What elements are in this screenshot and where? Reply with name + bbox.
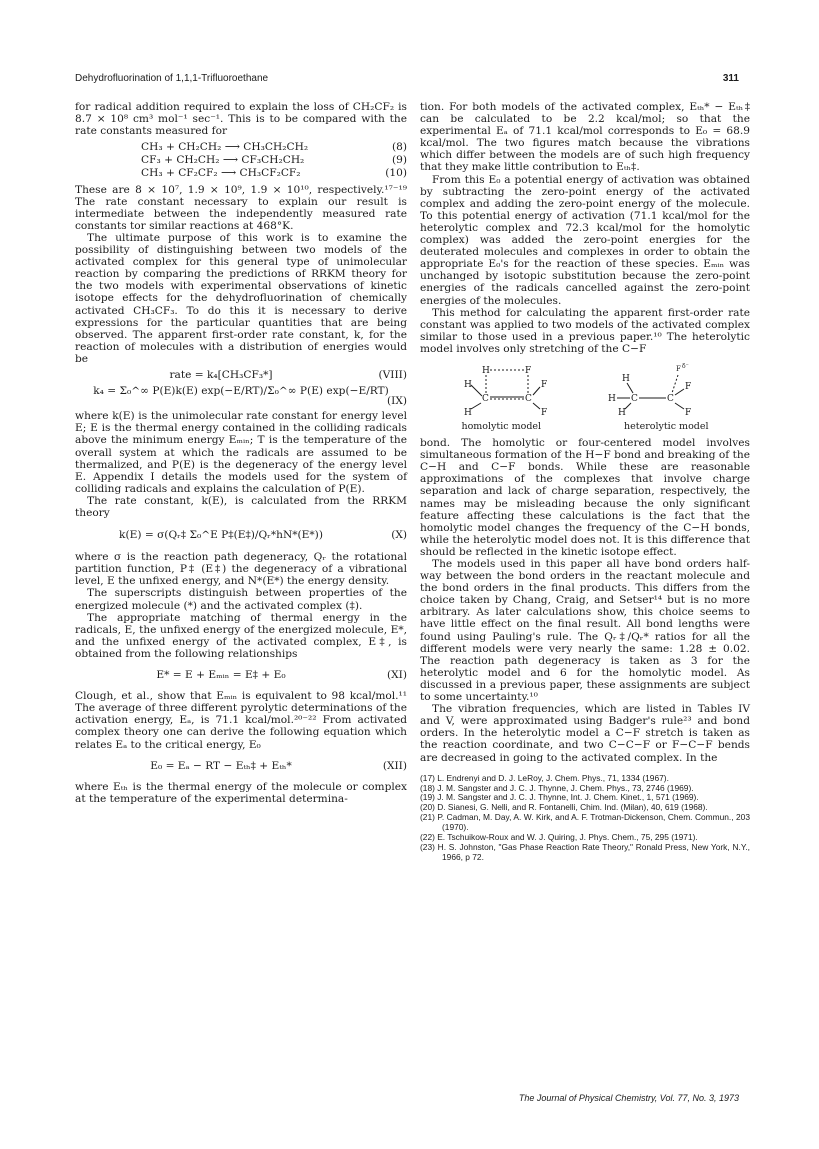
svg-text:H: H bbox=[618, 407, 626, 418]
equation-ix: k₄ = Σ₀^∞ P(E)k(E) exp(−E/RT)/Σ₀^∞ P(E) exp(−E/RT) bbox=[93, 385, 389, 398]
equation-xii: E₀ = Eₐ − RT − Eₜₕ‡ + Eₜₕ* (XII) bbox=[150, 759, 407, 772]
reference-item: (20) D. Sianesi, G. Nelli, and R. Fontanelli, Chim. Ind. (Milan), 40, 619 (1968). bbox=[420, 802, 708, 813]
svg-text:F: F bbox=[541, 379, 548, 390]
svg-text:H: H bbox=[464, 407, 472, 418]
svg-text:C: C bbox=[525, 393, 532, 404]
paragraph: bond. The homolytic or four-centered model involves simultaneous formation of the H−F bond and breaking of the C−H and C−F bonds. While these are reasonable approximations of the complexes that involve charge separation and lack of charge separation, respectively, the names may be misleading because the only significant feature affecting these calculations is the fact that the homolytic model changes the frequency of the C−H bonds, while the heterolytic model does not. It is this difference that should be reflected in the kinetic isotope effect. bbox=[420, 437, 750, 558]
svg-text:H: H bbox=[482, 365, 490, 376]
svg-text:F: F bbox=[676, 364, 681, 373]
paragraph: where k(E) is the unimolecular rate constant for energy level E; E is the thermal energy contained in the colliding radicals above the minimum energy Eₘᵢₙ; T is the temperature of the overall system at which the radicals are assumed to be thermalized, and P(E) is the degeneracy of the energy level E. Appendix I details the models used for the system of colliding radicals and explains the calculation of P(E). bbox=[75, 410, 407, 495]
svg-text:F: F bbox=[541, 407, 548, 418]
model-structures-figure bbox=[420, 363, 750, 419]
reference-item: (23) H. S. Johnston, "Gas Phase Reaction Rate Theory," Ronald Press, New York, N.Y., 1966, p 72. bbox=[420, 841, 750, 862]
equation-xi: E* = E + Eₘᵢₙ = E‡ + E₀ (XI) bbox=[156, 669, 407, 682]
svg-text:H: H bbox=[608, 393, 616, 404]
model-captions bbox=[420, 421, 750, 433]
heterolytic-caption: heterolytic model bbox=[624, 420, 709, 432]
right-column bbox=[420, 101, 750, 863]
paragraph: The rate constant, k(E), is calculated from the RRKM theory bbox=[75, 494, 407, 519]
svg-text:F: F bbox=[525, 365, 532, 376]
reference-list bbox=[420, 774, 750, 863]
page-number: 311 bbox=[722, 73, 739, 84]
reference-item: (17) L. Endrenyi and D. J. LeRoy, J. Chem. Phys., 71, 1334 (1967). bbox=[420, 772, 669, 783]
homolytic-caption: homolytic model bbox=[461, 420, 542, 432]
paragraph: The models used in this paper all have bond orders half-way between the bond orders in the reactant molecule and the bond orders in the final products. This differs from the choice taken by Chang, Craig, and Setser¹⁴ but is no more arbitrary. As later calculations show, this choice seems to have little effect on the final result. All bond lengths were found using Pauling's rule. The Qᵣ‡/Qᵣ* ratios for all the different models were very nearly the same: 1.28 ± 0.02. The reaction path degeneracy is taken as 3 for the heterolytic model and 6 for the homolytic model. As discussed in a previous paper, these assignments are subject to some uncertainty.¹⁰ bbox=[420, 558, 750, 704]
paragraph: The superscripts distinguish between properties of the energized molecule (*) and the activated complex (‡). bbox=[75, 587, 407, 612]
equation-x: k(E) = σ(Qᵣ‡ Σ₀^E P‡(E‡)/Qᵣ*hN*(E*)) (X) bbox=[119, 529, 407, 542]
paragraph: These are 8 × 10⁷, 1.9 × 10⁹, 1.9 × 10¹⁰, respectively.¹⁷⁻¹⁹ The rate constant necessary to explain our result is intermediate between the independently measured rate constants tor similar reactions at 468°K. bbox=[75, 183, 407, 232]
journal-footer: The Journal of Physical Chemistry, Vol. 77, No. 3, 1973 bbox=[518, 1093, 739, 1103]
activated-complex-models bbox=[420, 363, 750, 419]
reference-item: (22) E. Tschuikow-Roux and W. J. Quiring, J. Phys. Chem., 75, 295 (1971). bbox=[420, 832, 698, 843]
paragraph: tion. For both models of the activated complex, Eₜₕ* − Eₜₕ‡ can be calculated to be 2.2 kcal/mol; so that the experimental Eₐ of 71.1 kcal/mol corresponds to E₀ = 68.9 kcal/mol. The two figures match because the vibrations which differ between the models are of such high frequency that they make little contribution to Eₜₕ‡. bbox=[420, 101, 750, 174]
svg-text:H: H bbox=[622, 373, 630, 384]
svg-text:F: F bbox=[685, 381, 692, 392]
svg-text:C: C bbox=[631, 393, 638, 404]
svg-text:H: H bbox=[464, 379, 472, 390]
paragraph: This method for calculating the apparent first-order rate constant was applied to two models of the activated complex similar to those used in a previous paper.¹⁰ The heterolytic model involves only stretching of the C−F bbox=[420, 306, 750, 355]
paragraph: The ultimate purpose of this work is to examine the possibility of distinguishing between two models of the activated complex for this general type of unimolecular reaction by comparing the predictions of RRKM theory for the two models with experimental observations of kinetic isotope effects for the dehydrofluorination of chemically activated CH₃CF₃. To do this it is necessary to derive expressions for the particular quantities that are being observed. The apparent first-order rate constant, k, for the reaction of molecules with a distribution of energies would be bbox=[75, 231, 407, 365]
svg-text:F: F bbox=[685, 407, 692, 418]
paragraph: for radical addition required to explain the loss of CH₂CF₂ is 8.7 × 10⁸ cm³ mol⁻¹ sec⁻¹. This is to be compared with the rate constants measured for bbox=[75, 101, 407, 138]
paragraph: The appropriate matching of thermal energy in the radicals, E, the unfixed energy of the energized molecule, E*, and the unfixed energy of the activated complex, E‡, is obtained from the following relationships bbox=[75, 611, 407, 660]
paragraph: where σ is the reaction path degeneracy, Qᵣ the rotational partition function, P‡ (E‡) the degeneracy of a vibrational level, E the unfixed energy, and N*(E*) the energy density. bbox=[75, 551, 407, 588]
svg-text:C: C bbox=[482, 393, 489, 404]
running-title: Dehydrofluorination of 1,1,1-Trifluoroethane bbox=[75, 73, 269, 84]
equation-viii: rate = k₄[CH₃CF₃*] (VIII) bbox=[169, 368, 407, 381]
svg-text:δ⁻: δ⁻ bbox=[682, 362, 689, 370]
paragraph: Clough, et al., show that Eₘᵢₙ is equivalent to 98 kcal/mol.¹¹ The average of three different pyrolytic determinations of the activation energy, Eₐ, is 71.1 kcal/mol.²⁰⁻²² From activated complex theory one can derive the following equation which relates Eₐ to the critical energy, E₀ bbox=[75, 690, 407, 751]
reference-item: (18) J. M. Sangster and J. C. J. Thynne, J. Chem. Phys., 73, 2746 (1969). bbox=[420, 782, 694, 793]
reference-item: (21) P. Cadman, M. Day, A. W. Kirk, and A. F. Trotman-Dickenson, Chem. Commun., 203 (1970). bbox=[420, 812, 750, 833]
reaction-8: CH₃ + CH₂CH₂ ⟶ CH₃CH₂CH₂ (8) bbox=[141, 141, 407, 154]
paragraph: where Eₜₕ is the thermal energy of the molecule or complex at the temperature of the experimental determina- bbox=[75, 780, 407, 805]
reference-item: (19) J. M. Sangster and J. C. J. Thynne, Int. J. Chem. Kinet., 1, 571 (1969). bbox=[420, 792, 699, 803]
paragraph: From this E₀ a potential energy of activation was obtained by subtracting the zero-point energy of the activated complex and adding the zero-point energy of the molecule. To this potential energy of activation (71.1 kcal/mol for the heterolytic complex and 72.3 kcal/mol for the homolytic complex) was added the zero-point energies for the deuterated molecules and complexes in order to obtain the appropriate E₀'s for the reaction of these species. Eₘᵢₙ was unchanged by isotopic substitution because the zero-point energies of the radicals cancelled against the zero-point energies of the molecules. bbox=[420, 173, 750, 307]
reaction-list bbox=[75, 141, 407, 179]
reaction-10: CH₃ + CF₂CF₂ ⟶ CH₃CF₂CF₂ (10) bbox=[141, 167, 407, 180]
homolytic-structure bbox=[464, 366, 547, 418]
svg-text:C: C bbox=[667, 393, 674, 404]
reaction-9: CF₃ + CH₂CH₂ ⟶ CF₃CH₂CH₂ (9) bbox=[141, 154, 407, 167]
paragraph: The vibration frequencies, which are listed in Tables IV and V, were approximated using Badger's rule²³ and bond orders. In the heterolytic model a C−F stretch is taken as the reaction coordinate, and two C−C−F or F−C−F bends are decreased in going to the activated complex. In the bbox=[420, 703, 750, 764]
heterolytic-structure bbox=[608, 363, 691, 418]
left-column bbox=[75, 101, 407, 805]
equation-ix-number: (IX) bbox=[387, 395, 407, 408]
